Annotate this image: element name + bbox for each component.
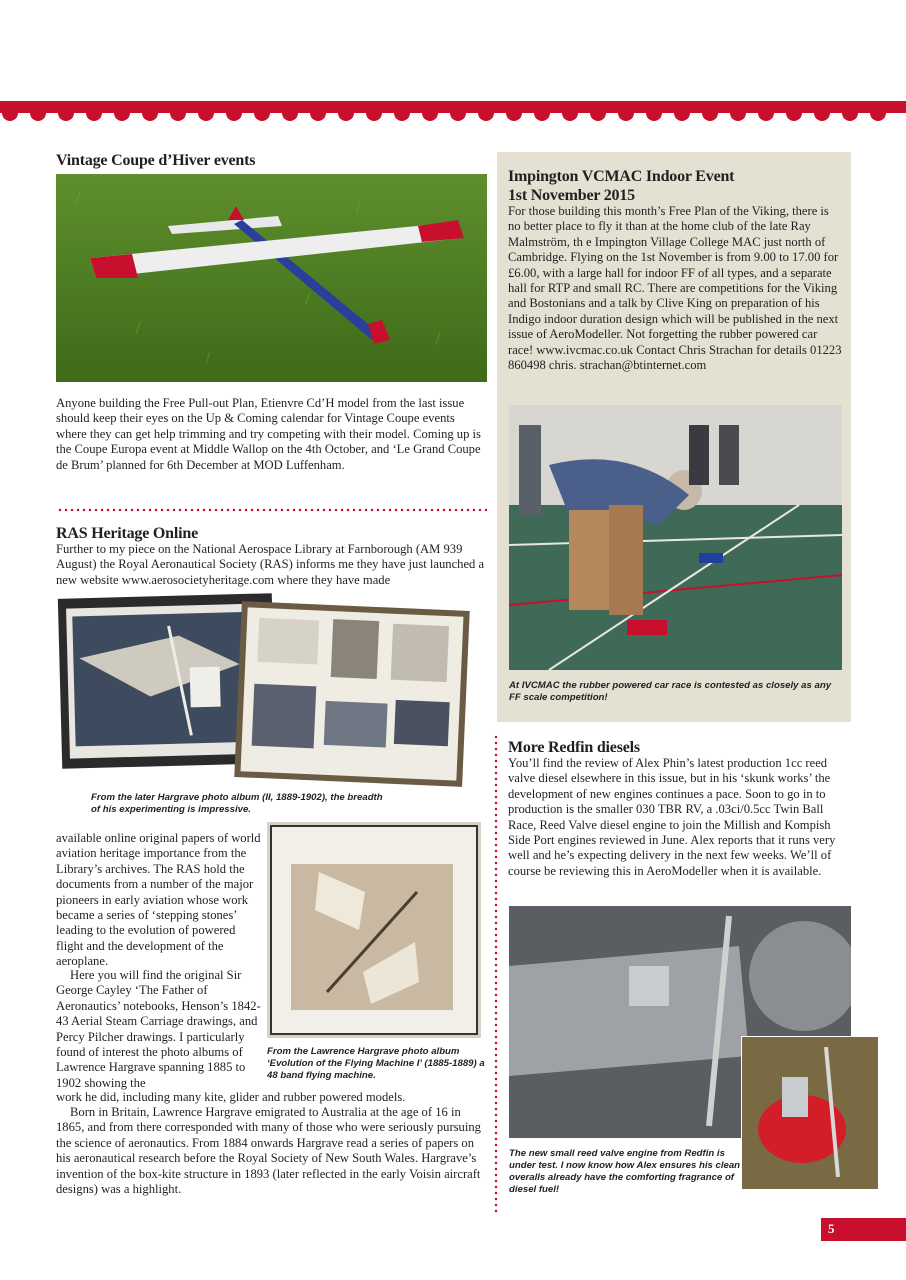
ras-full-p1-end: work he did, including many kite, glider and rubber powered models. bbox=[56, 1090, 406, 1104]
column-divider bbox=[494, 734, 498, 1214]
page-number bbox=[821, 1218, 906, 1241]
vintage-title: Vintage Coupe d’Hiver events bbox=[56, 152, 256, 169]
hargrave-album-photo-2 bbox=[234, 601, 469, 787]
ras-column-p2: Here you will find the original Sir George Cayley ‘The Father of Aeronautics’ notebooks, Henson’s 1842-43 Aerial Steam Carriage drawings, and Percy Pilcher drawings. I particularly found of interest the photo albums of Lawrence Hargrave spanning 1885 to 1902 showing the bbox=[56, 968, 261, 1090]
ras-column-p1: available online original papers of world aviation heritage importance from the Library’s archives. The RAS hold the documents from a number of the major pioneers in early aviation whose work became a series of ‘stepping stones’ leading to the evolution of powered flight and the development of the aeroplane. bbox=[56, 831, 261, 969]
redfin-body: You’ll find the review of Alex Phin’s latest production 1cc reed valve diesel elsewhere in this issue, but in his ‘skunk works’ the development of new engines continues a pace. Soon to go in to production is the smaller 030 TBR RV, a .03ci/0.5cc Twin Ball Race, Reed Valve diesel engine to join the Millish and Kompish Side Port engines reviewed in June. Alex reports that it runs very well and he’s expecting delivery in the next few weeks. We’ll of course be reviewing this in AeroModeller when it is available. bbox=[508, 756, 836, 878]
vintage-body: Anyone building the Free Pull-out Plan, Etienvre Cd’H model from the last issue should keep their eyes on the Up & Coming calendar for Vintage Coupe events where they can get help trimming and try competing with their model. Coming up is the Coupe Europa event at Middle Wallop on the 4th October, and ‘Le Grand Coupe de Brum’ planned for 6th December at MOD Luffenham. bbox=[56, 396, 481, 472]
redfin-caption: The new small reed valve engine from Redfin is under test. I now know how Alex ensures his clean overalls already have the comforting fragrance of diesel fuel! bbox=[509, 1148, 741, 1195]
impington-caption: At IVCMAC the rubber powered car race is contested as closely as any FF scale competition! bbox=[509, 680, 832, 703]
vintage-model-photo bbox=[56, 174, 487, 382]
ras-full-p2: Born in Britain, Lawrence Hargrave emigrated to Australia at the age of 16 in 1865, and from there corresponded with many of those who were seriously pursuing the science of aeronautics. From 1884 onwards Hargrave read a series of papers on his aeronautical research before the Royal Society of New South Wales. Hargrave’s invention of the box-kite structure in 1893 (later reflected in the early Voisin aircraft designs) was a highlight. bbox=[56, 1105, 481, 1197]
page-number-text: 5 bbox=[828, 1221, 835, 1236]
car-race-photo bbox=[509, 405, 842, 670]
ras-title: RAS Heritage Online bbox=[56, 525, 198, 542]
impington-body: For those building this month’s Free Plan of the Viking, there is no better place to fly it than at the home club of the late Ray Malmström, th e Impington Village College MAC just north of Cambridge. Flying on the 1st November is from 9.00 to 17.00 for £6.00, with a large hall for indoor FF of all types, and a separate hall for RTP and small RC. There are competitions for the Viking and Bostonians and a talk by Clive King on preparation of his Indigo indoor duration design which will be published in the next issue of AeroModeller. Not forgetting the rubber powered car race! www.ivcmac.co.uk Contact Chris Strachan for details 01223 860498 chris. strachan@btinternet.com bbox=[508, 204, 842, 373]
section-divider bbox=[57, 508, 487, 512]
ras-caption-2: From the Lawrence Hargrave photo album ‘Evolution of the Flying Machine I’ (1885-1889) a 48 band flying machine. bbox=[267, 1046, 485, 1081]
impington-title-line2: 1st November 2015 bbox=[508, 187, 635, 204]
header-scallops bbox=[0, 107, 906, 123]
impington-title-line1: Impington VCMAC Indoor Event bbox=[508, 168, 735, 185]
redfin-title: More Redfin diesels bbox=[508, 739, 640, 756]
hargrave-flying-machine-photo bbox=[267, 822, 481, 1038]
ras-intro: Further to my piece on the National Aerospace Library at Farnborough (AM 939 August) the Royal Aeronautical Society (RAS) informs me they have just launched a new website www.aerosocietyheritage.com where they have made bbox=[56, 542, 485, 587]
redfin-engine-inset-photo bbox=[741, 1036, 879, 1190]
ras-caption-1: From the later Hargrave photo album (II, 1889-1902), the breadth of his experimenting is impressive. bbox=[91, 792, 383, 815]
